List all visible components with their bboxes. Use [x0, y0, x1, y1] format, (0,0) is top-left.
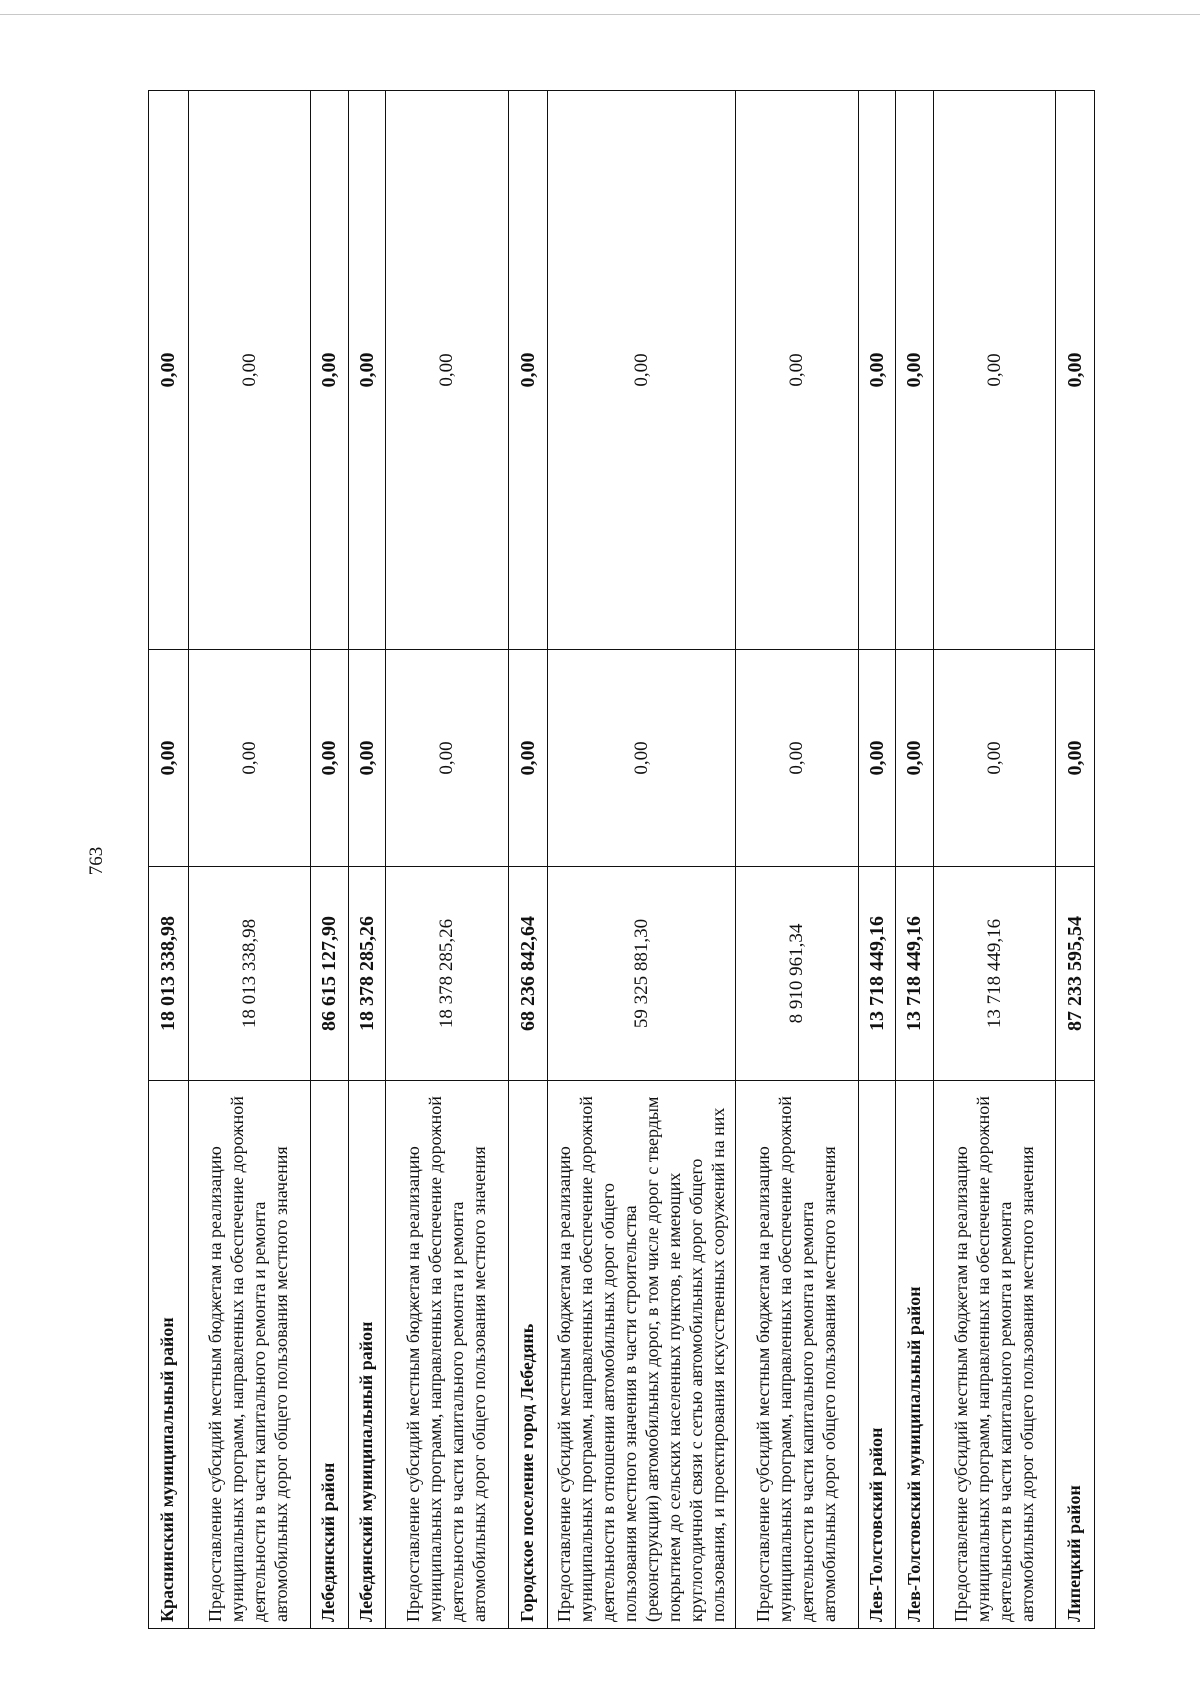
row-value-2: 0,00	[188, 650, 311, 867]
row-name: Лев-Толстовский муниципальный район	[896, 1081, 933, 1629]
table-row	[548, 91, 736, 1629]
table-row	[933, 91, 1056, 1629]
row-value-1: 18 013 338,98	[149, 867, 189, 1081]
table-row	[188, 91, 311, 1629]
row-value-3: 0,00	[386, 91, 509, 650]
table-row	[736, 91, 859, 1629]
table-row	[348, 91, 385, 1629]
row-name: Липецкий район	[1056, 1081, 1095, 1629]
table-row	[386, 91, 509, 1629]
row-name: Лебедянский район	[311, 1081, 348, 1629]
row-value-1: 18 378 285,26	[348, 867, 385, 1081]
row-value-2: 0,00	[896, 650, 933, 867]
row-name: Предоставление субсидий местным бюджетам на реализацию муниципальных программ, направленных на обеспечение дорожной деятельности в части капитального ремонта и ремонта автомобильных дорог общего пользования местного значения	[933, 1081, 1056, 1629]
row-value-3: 0,00	[1056, 91, 1095, 650]
row-value-2: 0,00	[548, 650, 736, 867]
row-value-1: 87 233 595,54	[1056, 867, 1095, 1081]
row-name: Предоставление субсидий местным бюджетам на реализацию муниципальных программ, направленных на обеспечение дорожной деятельности в отношении автомобильных дорог общего пользования местного значения в части строительства (реконструкции) автомобильных дорог, в том числе дорог с твердым покрытием до сельских населенных пунктов, не имеющих круглогодичной связи с сетью автомобильных дорог общего пользования, и проектирования искусственных сооружений на них	[548, 1081, 736, 1629]
row-name: Краснинский муниципальный район	[149, 1081, 189, 1629]
row-value-2: 0,00	[736, 650, 859, 867]
row-value-1: 18 013 338,98	[188, 867, 311, 1081]
page-number: 763	[86, 846, 107, 876]
row-name: Лебедянский муниципальный район	[348, 1081, 385, 1629]
row-value-1: 13 718 449,16	[896, 867, 933, 1081]
table-row	[896, 91, 933, 1629]
table-row	[149, 91, 189, 1629]
row-value-2: 0,00	[1056, 650, 1095, 867]
row-value-1: 18 378 285,26	[386, 867, 509, 1081]
row-value-2: 0,00	[508, 650, 548, 867]
row-name: Лев-Толстовский район	[858, 1081, 895, 1629]
row-value-2: 0,00	[149, 650, 189, 867]
row-value-3: 0,00	[858, 91, 895, 650]
row-value-3: 0,00	[548, 91, 736, 650]
table-row	[508, 91, 548, 1629]
row-value-1: 13 718 449,16	[933, 867, 1056, 1081]
row-value-1: 68 236 842,64	[508, 867, 548, 1081]
row-value-2: 0,00	[386, 650, 509, 867]
row-value-2: 0,00	[858, 650, 895, 867]
row-name: Городское поселение город Лебедянь	[508, 1081, 548, 1629]
row-value-3: 0,00	[149, 91, 189, 650]
table-row	[1056, 91, 1095, 1629]
row-value-2: 0,00	[311, 650, 348, 867]
row-name: Предоставление субсидий местным бюджетам на реализацию муниципальных программ, направленных на обеспечение дорожной деятельности в части капитального ремонта и ремонта автомобильных дорог общего пользования местного значения	[386, 1081, 509, 1629]
row-value-2: 0,00	[348, 650, 385, 867]
row-value-1: 59 325 881,30	[548, 867, 736, 1081]
row-value-1: 8 910 961,34	[736, 867, 859, 1081]
budget-table	[148, 90, 1095, 1629]
rotated-page	[148, 91, 1095, 1629]
row-value-3: 0,00	[736, 91, 859, 650]
row-name: Предоставление субсидий местным бюджетам на реализацию муниципальных программ, направленных на обеспечение дорожной деятельности в части капитального ремонта и ремонта автомобильных дорог общего пользования местного значения	[736, 1081, 859, 1629]
row-value-3: 0,00	[896, 91, 933, 650]
row-value-2: 0,00	[933, 650, 1056, 867]
row-value-3: 0,00	[508, 91, 548, 650]
row-value-3: 0,00	[348, 91, 385, 650]
table-row	[311, 91, 348, 1629]
scan-top-edge	[0, 0, 1200, 15]
row-value-3: 0,00	[188, 91, 311, 650]
row-value-3: 0,00	[933, 91, 1056, 650]
row-value-3: 0,00	[311, 91, 348, 650]
row-name: Предоставление субсидий местным бюджетам на реализацию муниципальных программ, направленных на обеспечение дорожной деятельности в части капитального ремонта и ремонта автомобильных дорог общего пользования местного значения	[188, 1081, 311, 1629]
budget-table-body	[149, 91, 1095, 1629]
table-row	[858, 91, 895, 1629]
row-value-1: 86 615 127,90	[311, 867, 348, 1081]
row-value-1: 13 718 449,16	[858, 867, 895, 1081]
